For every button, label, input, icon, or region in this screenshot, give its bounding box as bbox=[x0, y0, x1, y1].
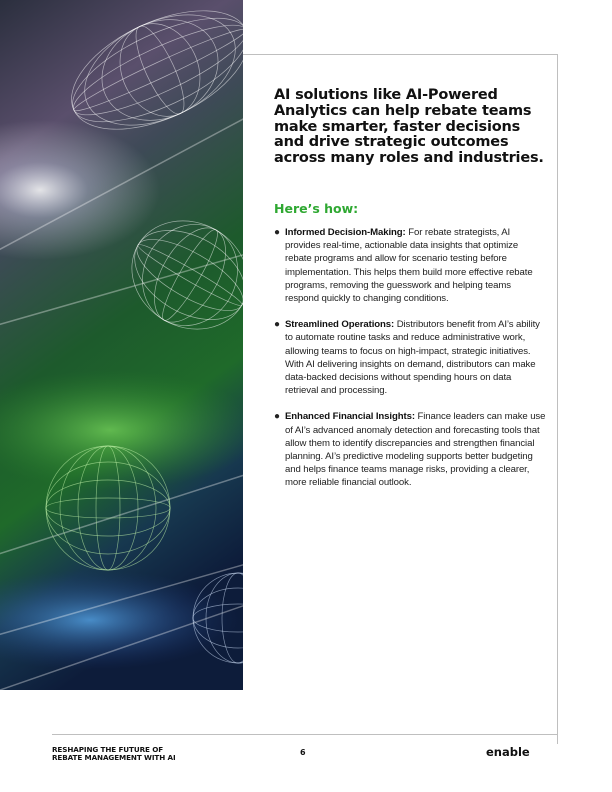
page-headline: AI solutions like AI-Powered Analytics can help rebate teams make smarter, faster decisions and drive strategic outcomes across many roles and industries. bbox=[274, 87, 544, 167]
bullet-dot: ● bbox=[274, 411, 280, 423]
bullet-dot: ● bbox=[274, 227, 280, 238]
footer-document-title bbox=[52, 746, 176, 763]
benefits-list bbox=[274, 226, 546, 503]
bullet-lead: Informed Decision-Making: bbox=[285, 227, 406, 238]
frame-right-rule bbox=[557, 54, 558, 744]
decorative-wireframe-artwork bbox=[0, 0, 243, 690]
bullet-text: Finance leaders can make use of AI’s advanced anomaly detection and forecasting tools that allow them to identify discrepancies and strengthen financial planning. AI’s predictive modeling supports better budgeting and helps finance teams manage risks, providing a clearer, more reliable financial outlook. bbox=[285, 411, 546, 489]
footer-title-line-2: REBATE MANAGEMENT WITH AI bbox=[52, 753, 176, 763]
frame-top-rule bbox=[243, 54, 557, 55]
bullet-text: Distributors benefit from AI’s ability to automate routine tasks and reduce administrative work, allowing teams to focus on high-impact, strategic initiatives. With AI delivering insights on demand, distributors can make data-backed decisions without spending hours on data retrieval and processing. bbox=[285, 319, 540, 397]
list-item-informed-decision-making bbox=[274, 226, 546, 305]
bullet-dot: ● bbox=[274, 319, 280, 331]
logo-wordmark: enable bbox=[486, 745, 530, 759]
list-item-enhanced-financial-insights bbox=[274, 410, 546, 489]
footer-title-line-1: RESHAPING THE FUTURE OF bbox=[52, 745, 164, 754]
enable-logo bbox=[486, 744, 544, 760]
footer-rule bbox=[52, 734, 558, 735]
bullet-lead: Enhanced Financial Insights: bbox=[285, 411, 415, 423]
list-item-streamlined-operations bbox=[274, 318, 546, 397]
page-number: 6 bbox=[300, 748, 306, 757]
bullet-text: For rebate strategists, AI provides real-time, actionable data insights that optimize rebate programs and allow for scenario testing before implementation. This helps them build more effective rebate programs, removing the guesswork and helping teams respond quickly to changing conditions. bbox=[285, 227, 533, 305]
bullet-lead: Streamlined Operations: bbox=[285, 319, 395, 331]
section-subhead: Here’s how: bbox=[274, 201, 359, 216]
